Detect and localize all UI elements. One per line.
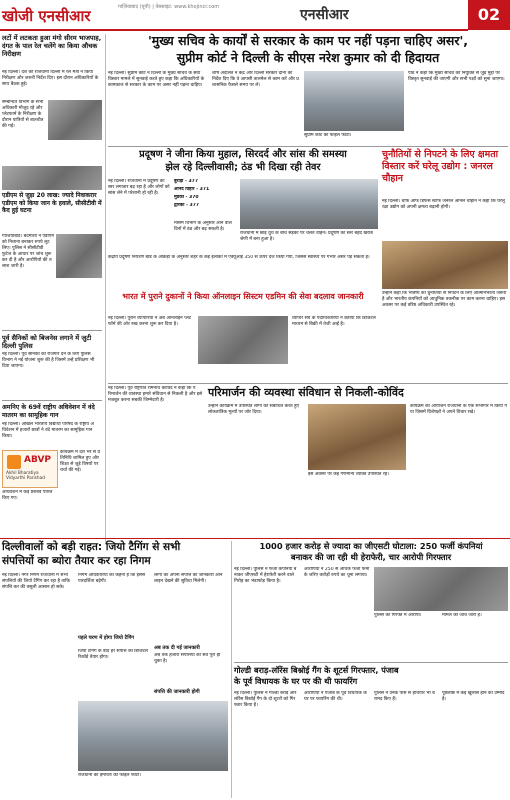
online-photo [198,316,288,364]
story3-headline: पूर्व सैनिकों को बिजनेस लगाने में जुटी दिल्ली पुलिस [2,334,92,350]
gst-body-2: आरोपियों ने 250 से अधिक फर्जी फर्मों के जरिए करोड़ों रुपये का चूना लगाया। [304,567,370,578]
gang-body-3: पुलिस ने उनके पास से हथियार भी बरामद किए हैं। [374,691,435,702]
property-headline-1: दिल्लीवालों को बड़ी राहत: जियो टैगिंग से सभी [2,541,181,553]
top-story-headline-1: 'मुख्य सचिव के कार्यों से सरकार के काम पर नहीं पड़ना चाहिए असर', [147,33,469,48]
top-story-body-3: सुप्रीम कोर्ट की फाइल फोटो। [304,133,352,138]
property-story [2,541,228,798]
kovind-body-3: इस अवसर पर कई गणमान्य व्यक्ति उपस्थित रहे। [308,472,389,477]
buildings-photo [78,701,228,771]
kovind-photo [308,404,406,470]
pollution-body-2: मौसम विभाग के अनुसार आने वाले दिनों में ठंड और बढ़ सकती है। [174,221,232,232]
property-headline-2: संपत्तियों का ब्योरा तैयार कर रहा निगम [2,555,151,567]
property-body-6: राजधानी की इमारतों की फाइल फोटो। [78,773,141,778]
divider [234,662,508,663]
gst-headline-2: बनाकर की जा रही थी हेराफेरी, चार आरोपी गिरफ्तार [290,552,452,562]
story2-body: गाजियाबाद। बदमाशों ने एडीएम को निशाना बनाकर रुपये लूट लिए। पुलिस ने सीसीटीवी फुटेज के आधार पर जांच शुरू कर दी है और आरोपियों की तलाश जारी है। [2,234,54,269]
aqi-item: बुराड़ी - 377 [174,179,199,184]
left-column [2,34,102,554]
top-story-body-4: पीठ ने कहा कि मुख्य सचिव की नियुक्ति से जुड़े मुद्दों पर विस्तृत सुनवाई की जाएगी और सभी पक्षों को सुना जाएगा। [408,71,505,82]
section-rule [0,538,510,539]
lead-headline: लटों में लटकता हुआ मंगो सीरम भाजपाह, दंगत के पाल रेल चलेंगे का किया औचक निरीक्षण [2,34,102,58]
arrest-photo [374,567,508,611]
masthead-rule [0,29,468,31]
aqi-item: मुंडका - 370 [174,195,199,200]
divider [2,330,102,331]
page-number: 02 [468,0,510,30]
online-body: नई दिल्ली। पुराने व्यापारियों ने अब ऑनलाइन प्लेटफॉर्म की ओर रुख करना शुरू कर दिया है। [108,316,192,327]
pollution-headline-2: झेल रहे दिल्लीवासी; ठंड भी दिखा रही तेवर [165,162,321,173]
story4-body-2: कार्यक्रम में देश भर से प्रतिनिधि शामिल हुए और शिक्षा से जुड़े विषयों पर चर्चा की गई। [60,450,101,473]
top-story [108,33,508,143]
pollution-body: नई दिल्ली। राजधानी में प्रदूषण का स्तर लगातार बढ़ रहा है और लोगों को सांस लेने में परेशानी हो रही है। [108,179,170,196]
abvp-flag-icon [7,455,21,469]
lead-body-2: सम्बन्धित विभाग के सभी अधिकारी मौजूद रहे और प्लेटफार्म के निरीक्षण के दौरान यात्रियों से बातचीत की गई। [2,100,44,129]
gang-body-4: पूछताछ में कई खुलासे होने की उम्मीद है। [442,691,505,702]
story4-body-3: अधिवेशन में कई प्रस्ताव पारित किए गए। [2,490,53,501]
aqi-item: आनंद विहार - 371 [174,187,210,192]
divider [108,146,508,147]
online-headline: भारत में पुराने दुकानों ने किया ऑनलाइन सिस्टम एडमिन की सेवा बदलाव जानकारी [122,292,364,301]
pollution-body-3: राजधानी में छाई धुंध के बीच सड़कों पर चलते वाहन। प्रदूषण का स्तर बेहद खराब श्रेणी में बना हुआ है। [240,231,373,242]
kovind-body-4: कार्यक्रम का आयोजन राजधानी के एक सभागार में किया गया जिसमें विशेषज्ञों ने अपने विचार रखे। [410,404,507,415]
gst-headline-1: 1000 हजार करोड़ से ज्यादा का जीएसटी घोटाला: 250 फर्जी कंपनियां [259,541,483,551]
gang-body: नई दिल्ली। पुलिस ने गोल्डी बराड़ और लॉरेंस बिश्नोई गैंग के दो शूटरों को गिरफ्तार किया है। [234,691,297,708]
property-body: नई दिल्ली। नगर निगम राजधानी में सभी संपत्तियों की जियो टैगिंग कर रहा है ताकि संपत्ति कर की वसूली आसान हो सके। [2,573,70,590]
online-body-2: व्यापार संघ के पदाधिकारियों ने बताया कि डिजिटल माध्यम से बिक्री में तेजी आई है। [292,316,376,327]
divider [2,400,102,401]
abvp-name: Akhil Bharatiya Vidyarthi Parishad [6,471,45,481]
top-story-headline-2: सुप्रीम कोर्ट ने दिल्ली के सीएस नरेश कुमार को दी हिदायत [176,50,440,65]
story4-body: नई दिल्ली। अखिल भारतीय विद्यार्थी परिषद के राष्ट्रीय अधिवेशन में हजारों छात्रों ने वंदे मातरम का सामूहिक गान किया। [2,422,94,439]
masthead-left-title: खोजी एनसीआर [2,7,91,25]
gst-body: नई दिल्ली। पुलिस ने फर्जी कंपनियां बनाकर जीएसटी में हेराफेरी करने वाले गिरोह का भंडाफोड़ किया है। [234,567,297,584]
property-body-3: जियो टैगिंग के बाद हर संपत्ति का डिजिटल रिकॉर्ड तैयार होगा। [78,649,148,660]
property-body-2: निगम अधिकारियों का कहना है कि इससे पारदर्शिता बढ़ेगी। [78,573,146,584]
kovind-body: नई दिल्ली। पूर्व राष्ट्रपति रामनाथ कोविंद ने कहा कि परिमार्जन की व्यवस्था हमारे संविधान से निकली है और इसे मजबूत करना सबकी जिम्मेदारी है। [108,386,203,403]
aqi-item: द्वारका - 377 [174,203,200,208]
abvp-logo-text: ABVP [24,455,52,465]
masthead-info: गाज़ियाबाद (यूपी) | वेबसाइट: www.khojincr.com [118,4,220,10]
property-subhead: अब तक दी गई जानकारी [154,645,200,651]
lead-photo-2 [2,166,102,190]
property-body-5: अब तक हजारों संपत्तियों का सर्वे पूरा हो चुका है। [154,653,221,664]
property-body-4: लोगों को अपनी संपत्ति की जानकारी ऑनलाइन देखने की सुविधा मिलेगी। [154,573,223,584]
pollution-headline-1: प्रदूषण ने जीना किया मुहाल, सिरदर्द और सांस की समस्या [139,149,347,160]
kovind-story [108,386,508,536]
aqi-list [174,179,236,219]
pollution-body-4: केंद्रीय प्रदूषण नियंत्रण बोर्ड के आंकड़ों के अनुसार शहर के कई इलाकों में एक्यूआई 350 से ऊपर दर्ज किया गया, जिससे स्वास्थ्य पर गंभीर असर पड़ सकता है। [108,255,370,260]
top-story-body-2: शीर्ष अदालत ने केंद्र और दिल्ली सरकार दोनों को निर्देश दिए कि वे आपसी तालमेल से काम करें और प्रशासनिक फैसले समय पर लें। [212,71,299,88]
gang-headline-2: के पूर्व विधायक के घर पर की थी फायरिंग [234,676,358,686]
army-body-2: उन्होंने कहा कि भविष्य की चुनौतियों से निपटने के लिए आत्मनिर्भरता जरूरी है और भारतीय कंपनियों को आधुनिक तकनीक पर काम करना चाहिए। इस अवसर पर कई वरिष्ठ अधिकारी उपस्थित रहे। [382,291,507,308]
masthead [0,0,510,30]
gst-body-4: मामले की जांच जारी है। [442,613,482,618]
pollution-story [108,149,378,289]
kovind-headline: परिमार्जन की व्यवस्था संविधान से निकली-कोविंद [208,386,404,399]
story2-photo [56,234,102,278]
general-photo [382,241,508,289]
story4-headline: अमनिए के 69वें राष्ट्रीय अधिवेशन में वंदे मातरम का सामूहिक गान [2,404,95,419]
supreme-court-photo [304,71,404,131]
gang-body-2: आरोपियों ने पंजाब के पूर्व विधायक के घर पर फायरिंग की थी। [304,691,367,702]
top-story-body: नई दिल्ली। सुप्रीम कोर्ट ने दिल्ली के मुख्य सचिव के सेवा विस्तार मामले में सुनवाई करते हुए कहा कि अधिकारियों के कामकाज से सरकार के काम पर असर नहीं पड़ना चाहिए। [108,71,205,88]
smog-photo [240,179,378,229]
story2-headline: एडीएम से जुड़ा 20 लाख: ज्यादे निवाकरार एडीएम को किया जान के हवाले, सीसीटीवी में कैद हुई घटना [2,192,102,214]
army-headline: चुनौतियों से निपटने के लिए क्षमता विस्तार करें घरेलू उद्योग : जनरल चौहान [382,149,499,184]
gang-story [234,665,508,798]
property-subhead: पहले चरण में होगा जियो टैगिंग [78,635,135,641]
lead-body: नई दिल्ली। देश की राजधानी दिल्ली में रेल मंत्री ने किया निरीक्षण और जरूरी निर्देश दिए। इस दौरान अधिकारियों के साथ बैठक हुई। [2,70,99,87]
abvp-logo-box [2,450,58,488]
divider [108,383,508,384]
column-divider [231,541,232,798]
lead-photo [48,100,102,140]
gst-story [234,541,508,661]
kovind-body-2: उन्होंने कार्यक्रम में उपस्थित लोगों को संबोधित करते हुए लोकतांत्रिक मूल्यों पर जोर दिया। [208,404,300,415]
property-subhead: संपत्ति की जानकारी होगी [154,689,200,695]
section-title: एनसीआर [300,7,349,23]
column-divider [105,34,106,544]
online-story [108,292,378,382]
story3-body: नई दिल्ली। पूर्व सैनिकों को रोजगार देने के लिए पुलिस विभाग ने नई योजना शुरू की है जिसमें उन्हें प्रशिक्षण भी दिया जाएगा। [2,352,95,369]
army-body: नई दिल्ली। चीफ ऑफ डिफेंस स्टाफ जनरल अनिल चौहान ने कहा कि घरेलू रक्षा उद्योग को अपनी क्षमता बढ़ानी होगी। [382,199,505,210]
army-story [382,149,508,381]
gang-headline-1: गोल्डी बराड़-लॉरेंस बिश्नोई गैंग के शूटर्स गिरफ्तार, पंजाब [234,665,399,675]
gst-body-3: पुलिस की गिरफ्त में आरोपी। [374,613,422,618]
